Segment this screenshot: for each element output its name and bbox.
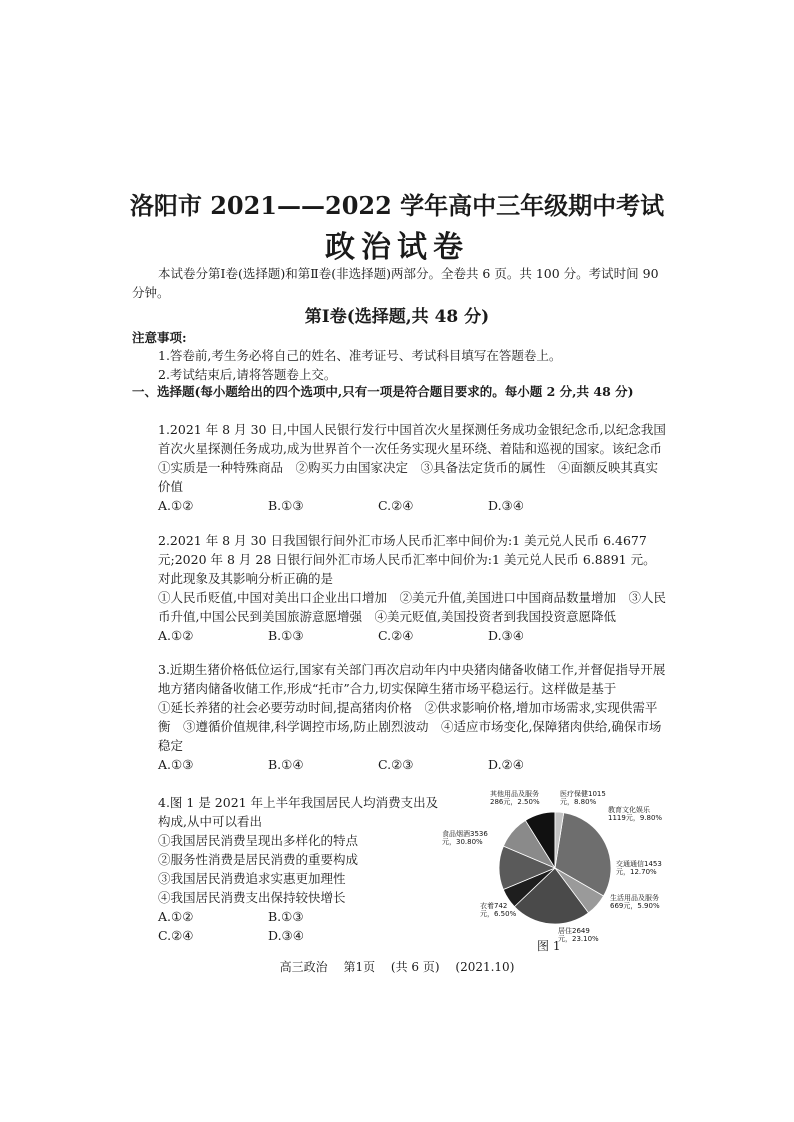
question-3 bbox=[158, 660, 668, 774]
pie-label-5-line-2: 元，12.70% bbox=[616, 868, 657, 876]
intro-text: 本试卷分第Ⅰ卷(选择题)和第Ⅱ卷(非选择题)两部分。全卷共 6 页。共 100 分。考试时间 90 分钟。 bbox=[132, 266, 659, 300]
option-b: B.①③ bbox=[268, 909, 304, 924]
question-options-row-2 bbox=[158, 926, 378, 945]
pie-label-1-line-2: 元，30.80% bbox=[442, 838, 483, 846]
option-a: A.①② bbox=[158, 498, 194, 513]
question-4 bbox=[158, 793, 448, 945]
question-2 bbox=[158, 531, 668, 645]
question-stem: 3.近期生猪价格低位运行,国家有关部门再次启动年内中央猪肉储备收储工作,并督促指导开展地方猪肉储备收储工作,形成“托市”合力,切实保障生猪市场平稳运行。这样做是基于 bbox=[158, 662, 666, 696]
pie-label-4-line-1: 生活用品及服务 bbox=[610, 894, 659, 902]
pie-label-3-line-1: 居住2649 bbox=[558, 927, 590, 935]
exam-subtitle: 政治试卷 bbox=[325, 230, 469, 265]
pie-label-8-line-1: 其他用品及服务 bbox=[490, 790, 539, 798]
part-heading: 一、选择题(每小题给出的四个选项中,只有一项是符合题目要求的。每小题 2 分,共 48 分) bbox=[132, 384, 634, 399]
pie-label-2-line-1: 衣着742 bbox=[480, 902, 508, 910]
pie-label-7-line-2: 元，8.80% bbox=[560, 798, 597, 806]
question-stem: 2.2021 年 8 月 30 日我国银行间外汇市场人民币汇率中间价为:1 美元兑人民币 6.4677 元;2020 年 8 月 28 日银行间外汇市场人民币汇率中间价为:1 美元兑人民币 6.8891 元。对此现象及其影响分析正确的是 bbox=[158, 533, 656, 586]
page-footer bbox=[0, 958, 794, 975]
footer-page: 第1页 bbox=[343, 960, 376, 974]
footer-subject: 高三政治 bbox=[279, 960, 328, 974]
question-statement-3: ③我国居民消费追求实惠更加理性 bbox=[158, 871, 346, 886]
footer-date: (2021.10) bbox=[455, 960, 515, 974]
option-b: B.①③ bbox=[268, 628, 304, 643]
pie-label-3-line-2: 元，23.10% bbox=[558, 935, 599, 943]
question-options bbox=[158, 755, 598, 774]
option-a: A.①② bbox=[158, 628, 194, 643]
pie-label-5-line-1: 交通通信1453 bbox=[616, 860, 662, 868]
option-c: C.②④ bbox=[378, 498, 414, 513]
option-a: A.①② bbox=[158, 909, 194, 924]
question-statements: ①人民币贬值,中国对美出口企业出口增加 ②美元升值,美国进口中国商品数量增加 ③人民币升值,中国公民到美国旅游意愿增强 ④美元贬值,美国投资者到我国投资意愿降低 bbox=[158, 590, 666, 624]
pie-label-2-line-2: 元，6.50% bbox=[480, 910, 517, 918]
option-d: D.②④ bbox=[488, 757, 524, 772]
option-d: D.③④ bbox=[488, 628, 524, 643]
option-b: B.①④ bbox=[268, 757, 304, 772]
question-stem: 4.图 1 是 2021 年上半年我国居民人均消费支出及构成,从中可以看出 bbox=[158, 795, 439, 829]
pie-label-6-line-2: 1119元，9.80% bbox=[608, 814, 663, 822]
figure-caption: 图 1 bbox=[537, 939, 561, 953]
exam-title: 洛阳市 2021——2022 学年高中三年级期中考试 bbox=[129, 191, 665, 220]
pie-label-6-line-1: 教育文化娱乐 bbox=[608, 806, 650, 814]
option-c: C.②④ bbox=[158, 928, 194, 943]
note-item-2: 2.考试结束后,请将答题卷上交。 bbox=[158, 367, 337, 382]
section-title: 第Ⅰ卷(选择题,共 48 分) bbox=[304, 307, 490, 327]
pie-label-1-line-1: 食品烟酒3536 bbox=[442, 830, 488, 838]
option-b: B.①③ bbox=[268, 498, 304, 513]
question-statement-1: ①我国居民消费呈现出多样化的特点 bbox=[158, 833, 359, 848]
question-statement-4: ④我国居民消费支出保持较快增长 bbox=[158, 890, 346, 905]
question-1 bbox=[158, 420, 668, 515]
question-statements: ①延长养猪的社会必要劳动时间,提高猪肉价格 ②供求影响价格,增加市场需求,实现供需平衡 ③遵循价值规律,科学调控市场,防止剧烈波动 ④适应市场变化,保障猪肉供给,确保市场稳定 bbox=[158, 700, 662, 753]
question-options-row-1 bbox=[158, 907, 378, 926]
question-statements: ①实质是一种特殊商品 ②购买力由国家决定 ③具备法定货币的属性 ④面额反映其真实价值 bbox=[158, 460, 659, 494]
pie-label-8-line-2: 286元，2.50% bbox=[490, 798, 540, 806]
pie-label-7-line-1: 医疗保健1015 bbox=[560, 790, 606, 798]
notes-heading: 注意事项: bbox=[132, 330, 187, 345]
option-c: C.②③ bbox=[378, 757, 414, 772]
question-stem: 1.2021 年 8 月 30 日,中国人民银行发行中国首次火星探测任务成功金银纪念币,以纪念我国首次火星探测任务成功,成为世界首个一次任务实现火星环绕、着陆和巡视的国家。该纪念币 bbox=[158, 422, 666, 456]
option-c: C.②④ bbox=[378, 628, 414, 643]
note-item-1: 1.答卷前,考生务必将自己的姓名、准考证号、考试科目填写在答题卷上。 bbox=[158, 348, 562, 363]
option-d: D.③④ bbox=[268, 928, 304, 943]
pie-svg bbox=[440, 788, 670, 943]
option-a: A.①③ bbox=[158, 757, 194, 772]
consumption-pie-chart bbox=[440, 788, 670, 958]
option-d: D.③④ bbox=[488, 498, 524, 513]
question-statement-2: ②服务性消费是居民消费的重要构成 bbox=[158, 852, 359, 867]
footer-total: (共 6 页) bbox=[390, 960, 440, 974]
pie-label-4-line-2: 669元，5.90% bbox=[610, 902, 660, 910]
question-options bbox=[158, 626, 598, 645]
question-options bbox=[158, 496, 598, 515]
